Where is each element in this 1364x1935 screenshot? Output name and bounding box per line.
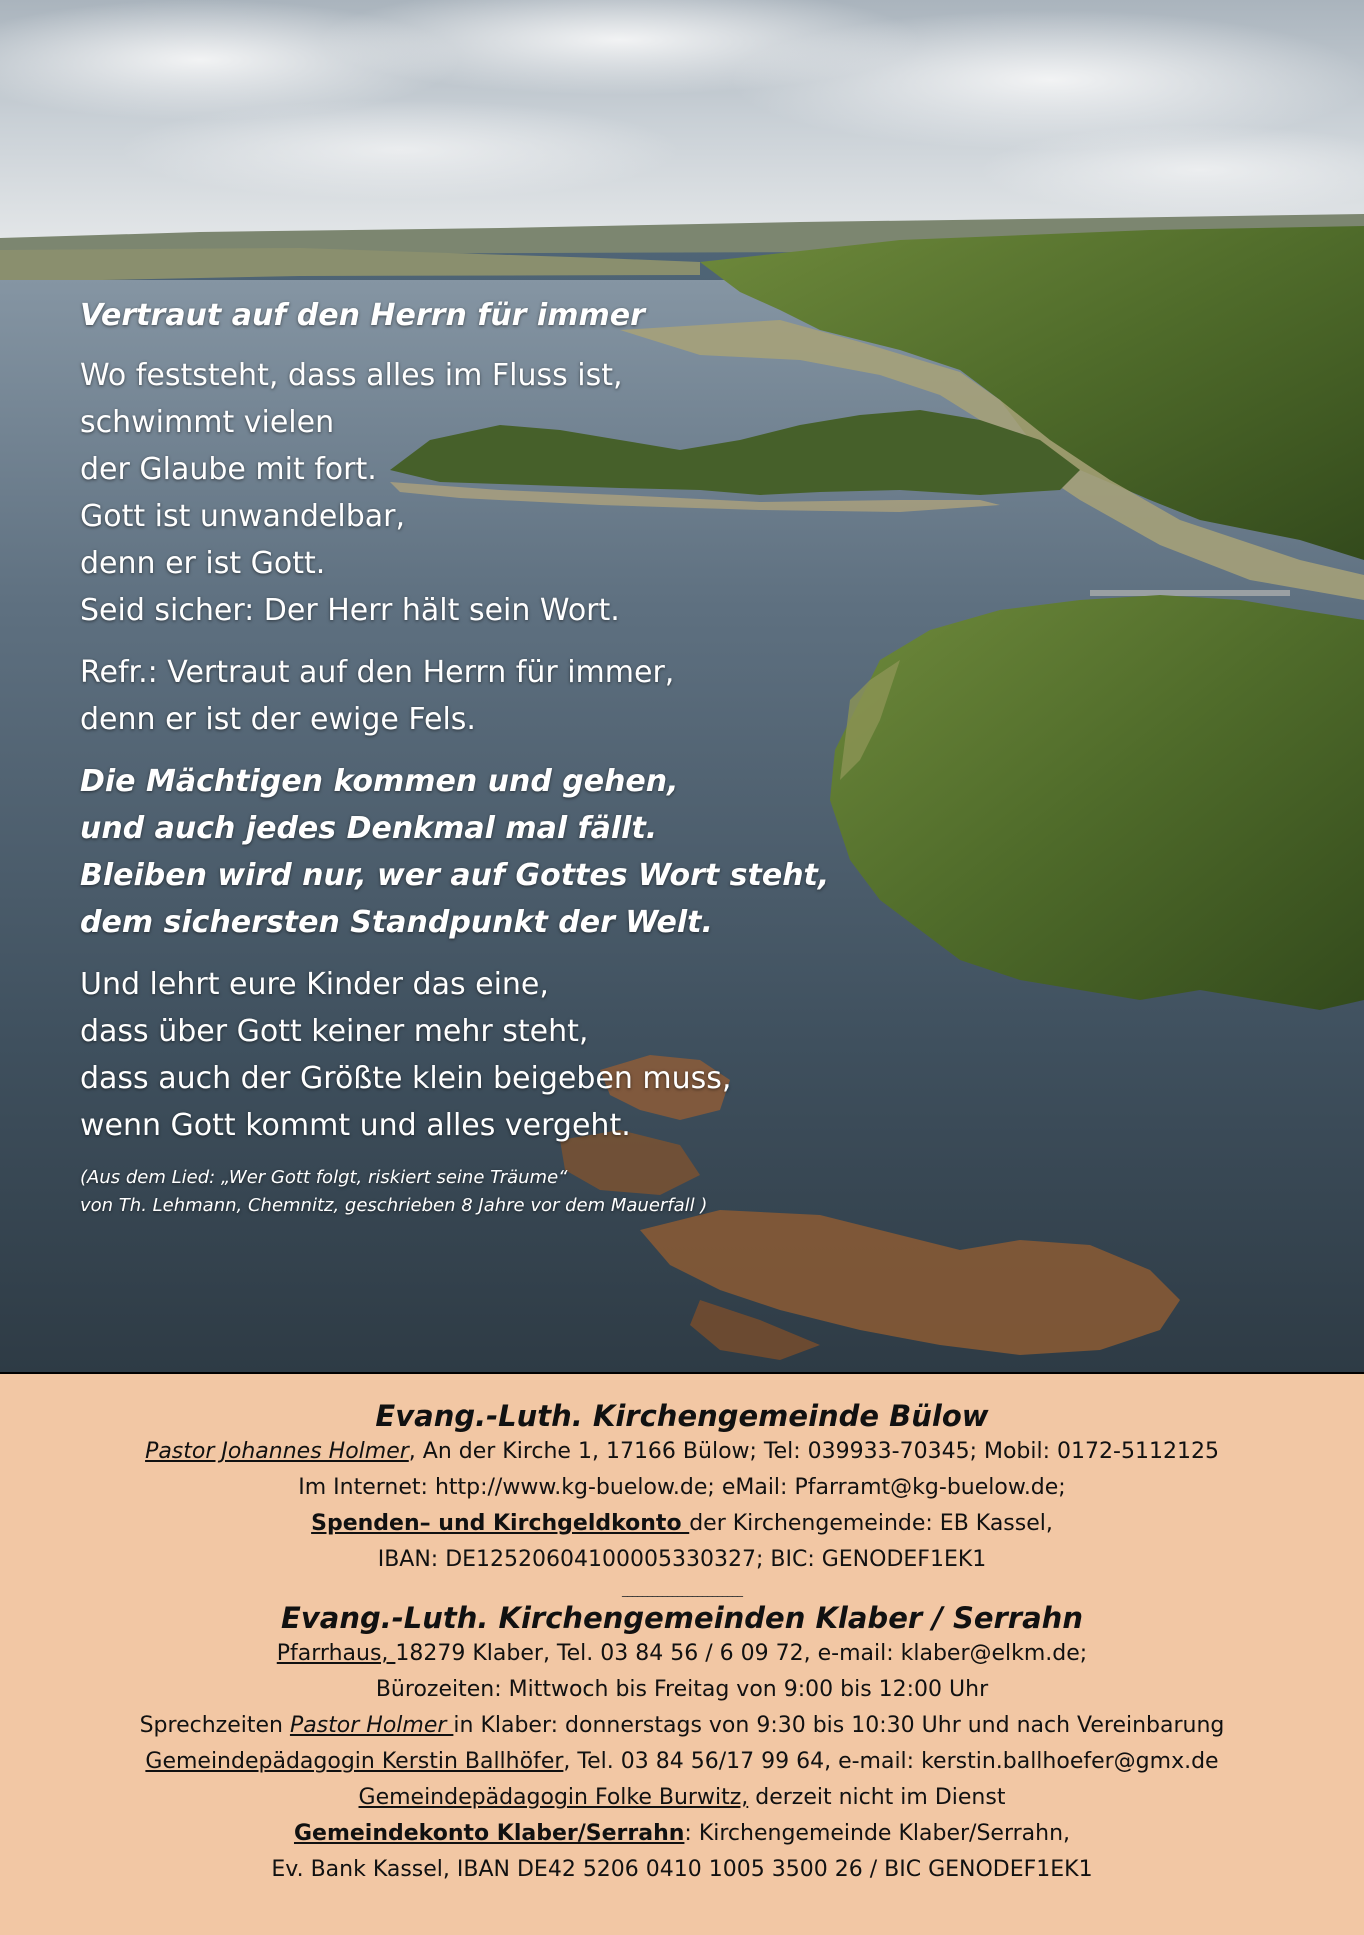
paedagogin-2-status: derzeit nicht im Dienst — [748, 1785, 1006, 1810]
org-title-klaber: Evang.-Luth. Kirchengemeinden Klaber / Serrahn — [281, 1601, 1083, 1635]
gemeindekonto-holder: : Kirchengemeinde Klaber/Serrahn, — [684, 1821, 1071, 1846]
paedagogin-2-name: Gemeindepädagogin Folke Burwitz, — [358, 1785, 749, 1810]
buelow-iban-row: IBAN: DE12520604100005330327; BIC: GENODEF1EK1 — [377, 1547, 987, 1572]
pfarrhaus-address: 18279 Klaber, Tel. 03 84 56 / 6 09 72, e-mail: klaber@elkm.de; — [395, 1641, 1088, 1666]
poem-stanza-1 — [80, 352, 840, 634]
poem-source-line: (Aus dem Lied: „Wer Gott folgt, riskiert seine Träume“ — [80, 1167, 568, 1188]
poem-line: wenn Gott kommt und alles vergeht. — [80, 1108, 631, 1143]
klaber-sprechzeiten-row — [0, 1708, 1364, 1744]
section-separator: ________________________ — [622, 1583, 742, 1597]
poem-line: Refr.: Vertraut auf den Herrn für immer, — [80, 655, 675, 690]
pastor-link: Pastor Johannes Holmer — [145, 1439, 409, 1464]
buelow-konto-row — [0, 1506, 1364, 1542]
klaber-paedagogin-1-row — [0, 1744, 1364, 1780]
poem-stanza-2 — [80, 758, 840, 946]
buelow-internet-row: Im Internet: http://www.kg-buelow.de; eMail: Pfarramt@kg-buelow.de; — [298, 1475, 1066, 1500]
poem-line: Und lehrt eure Kinder das eine, — [80, 967, 549, 1002]
buelow-pastor-row — [0, 1434, 1364, 1470]
poem-stanza-3 — [80, 961, 840, 1149]
poem-source-note — [80, 1164, 840, 1220]
poem-line: denn er ist Gott. — [80, 546, 326, 581]
poem-source-line: von Th. Lehmann, Chemnitz, geschrieben 8 Jahre vor dem Mauerfall ) — [80, 1195, 708, 1216]
poem-line: der Glaube mit fort. — [80, 452, 377, 487]
spendenkonto-bank: der Kirchengemeinde: EB Kassel, — [689, 1511, 1053, 1536]
klaber-bank-row: Ev. Bank Kassel, IBAN DE42 5206 0410 1005 3500 26 / BIC GENODEF1EK1 — [271, 1857, 1093, 1882]
poem-line: Bleiben wird nur, wer auf Gottes Wort steht, — [80, 858, 830, 893]
poem-line: dem sichersten Standpunkt der Welt. — [80, 905, 713, 940]
klaber-buero-row: Bürozeiten: Mittwoch bis Freitag von 9:00 bis 12:00 Uhr — [375, 1677, 989, 1702]
poem-line: dass über Gott keiner mehr steht, — [80, 1014, 589, 1049]
pastor-address: , An der Kirche 1, 17166 Bülow; Tel: 039933-70345; Mobil: 0172-5112125 — [408, 1439, 1219, 1464]
spendenkonto-label: Spenden– und Kirchgeldkonto — [311, 1511, 690, 1536]
poem-line: dass auch der Größte klein beigeben muss, — [80, 1061, 732, 1096]
sprechzeiten-pastor: Pastor Holmer — [289, 1713, 454, 1738]
poem-title: Vertraut auf den Herrn für immer — [80, 298, 645, 333]
poem-refrain — [80, 649, 840, 743]
paedagogin-1-contact: , Tel. 03 84 56/17 99 64, e-mail: kerstin.ballhoefer@gmx.de — [563, 1749, 1219, 1774]
klaber-paedagogin-2-row — [0, 1780, 1364, 1816]
poem-line: Die Mächtigen kommen und gehen, — [80, 764, 679, 799]
klaber-konto-row — [0, 1816, 1364, 1852]
poem-line: denn er ist der ewige Fels. — [80, 702, 476, 737]
contact-footer — [0, 1372, 1364, 1935]
pfarrhaus-label: Pfarrhaus, — [276, 1641, 396, 1666]
poem-line: Gott ist unwandelbar, — [80, 499, 406, 534]
poem-line: Wo feststeht, dass alles im Fluss ist, — [80, 358, 623, 393]
klaber-pfarrhaus-row — [0, 1636, 1364, 1672]
paedagogin-1-name: Gemeindepädagogin Kerstin Ballhöfer — [145, 1749, 564, 1774]
poem-line: Seid sicher: Der Herr hält sein Wort. — [80, 593, 620, 628]
org-title-buelow: Evang.-Luth. Kirchengemeinde Bülow — [375, 1399, 989, 1433]
sprechzeiten-times: in Klaber: donnerstags von 9:30 bis 10:30 Uhr und nach Vereinbarung — [453, 1713, 1225, 1738]
gemeindekonto-label: Gemeindekonto Klaber/Serrahn — [293, 1821, 685, 1846]
sprechzeiten-prefix: Sprechzeiten — [139, 1713, 290, 1738]
poem-line: und auch jedes Denkmal mal fällt. — [80, 811, 658, 846]
poem-line: schwimmt vielen — [80, 405, 335, 440]
poem-block — [80, 296, 840, 1220]
